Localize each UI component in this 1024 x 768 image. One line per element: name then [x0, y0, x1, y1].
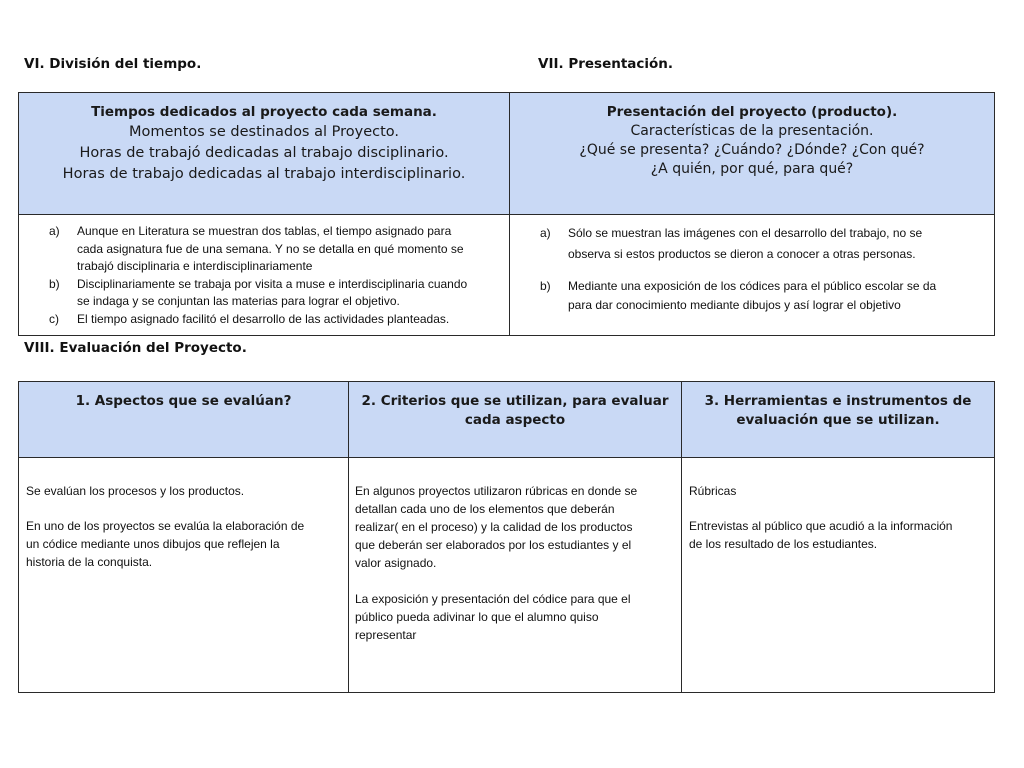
list-item [19, 311, 509, 329]
heading-evaluation: VIII. Evaluación del Proyecto. [24, 340, 247, 356]
list-item-line: Mediante una exposición de los códices para el público escolar se da [568, 279, 937, 293]
list-item [510, 277, 994, 315]
time-table-header [19, 93, 510, 215]
presentation-table-header [510, 93, 995, 215]
paragraph-line: En uno de los proyectos se evalúa la elaboración de [26, 519, 305, 533]
presentation-header-line: Características de la presentación. [630, 123, 874, 139]
evaluation-criteria-body [349, 458, 682, 693]
list-item-line: trabajó disciplinaria e interdisciplinariamente [77, 259, 313, 273]
paragraph-line: que deberán ser elaborados por los estudiantes y el [355, 538, 632, 552]
time-header-line: Horas de trabajó dedicadas al trabajo disciplinario. [79, 145, 449, 161]
list-marker: a) [540, 226, 551, 240]
list-item-line: se indaga y se conjuntan las materias para lograr el objetivo. [77, 294, 400, 308]
evaluation-paragraph [689, 482, 988, 500]
evaluation-header-aspects [19, 382, 349, 458]
list-item-line: Sólo se muestran las imágenes con el desarrollo del trabajo, no se [568, 226, 923, 240]
heading-time-division: VI. División del tiempo. [24, 56, 202, 72]
list-marker: b) [49, 276, 60, 291]
time-table-body [19, 215, 510, 336]
presentation-table-body [510, 215, 995, 336]
paragraph-line: representar [355, 628, 417, 642]
evaluation-header-line: 1. Aspectos que se evalúan? [75, 393, 292, 409]
time-items-list [19, 223, 509, 328]
paragraph-line: de los resultado de los estudiantes. [689, 537, 878, 551]
list-item-line: Aunque en Literatura se muestran dos tablas, el tiempo asignado para [77, 224, 452, 238]
paragraph-line: historia de la conquista. [26, 555, 153, 569]
list-marker: a) [49, 224, 60, 238]
evaluation-paragraph [26, 517, 342, 571]
evaluation-paragraph [355, 482, 675, 572]
list-item [19, 276, 509, 311]
list-item-line: observa si estos productos se dieron a conocer a otras personas. [568, 247, 916, 261]
time-header-line: Horas de trabajo dedicadas al trabajo interdisciplinario. [62, 166, 466, 182]
paragraph-line: valor asignado. [355, 556, 437, 570]
list-item [19, 223, 509, 276]
presentation-header-line: ¿A quién, por qué, para qué? [650, 161, 854, 177]
evaluation-aspects-body [19, 458, 349, 693]
evaluation-header-line: cada aspecto [464, 412, 566, 428]
paragraph-line: realizar( en el proceso) y la calidad de los productos [355, 520, 633, 534]
paragraph-line: En algunos proyectos utilizaron rúbricas en donde se [355, 484, 638, 498]
paragraph-line: detallan cada uno de los elementos que deberán [355, 502, 615, 516]
list-item-line: Disciplinariamente se trabaja por visita a muse e interdisciplinaria cuando [77, 276, 468, 291]
list-marker: b) [540, 279, 551, 293]
paragraph-line: Se evalúan los procesos y los productos. [26, 484, 245, 498]
evaluation-table [18, 381, 995, 693]
evaluation-tools-body [682, 458, 995, 693]
list-item-line: cada asignatura fue de una semana. Y no se detalla en qué momento se [77, 241, 464, 256]
list-item-line: El tiempo asignado facilitó el desarrollo de las actividades planteadas. [77, 311, 450, 326]
evaluation-paragraph [355, 590, 675, 644]
paragraph-line: un códice mediante unos dibujos que reflejen la [26, 537, 280, 551]
evaluation-header-tools [682, 382, 995, 458]
list-item [510, 223, 994, 265]
list-item-line: para dar conocimiento mediante dibujos y así lograr el objetivo [568, 298, 901, 312]
evaluation-header-criteria [349, 382, 682, 458]
evaluation-header-line: 2. Criterios que se utilizan, para evaluar [361, 393, 669, 409]
time-header-line: Momentos se destinados al Proyecto. [128, 124, 400, 140]
presentation-items-list [510, 223, 994, 315]
paragraph-line: Entrevistas al público que acudió a la información [689, 519, 953, 533]
paragraph-line: La exposición y presentación del códice para que el [355, 592, 631, 606]
evaluation-paragraph [26, 482, 342, 500]
evaluation-header-line: 3. Herramientas e instrumentos de [704, 393, 972, 409]
heading-presentation: VII. Presentación. [538, 56, 674, 72]
evaluation-paragraph [689, 517, 988, 553]
paragraph-line: público pueda adivinar lo que el alumno quiso [355, 610, 599, 624]
paragraph-line: Rúbricas [689, 484, 737, 498]
presentation-header-line: Presentación del proyecto (producto). [606, 104, 898, 120]
list-marker: c) [49, 311, 59, 326]
evaluation-header-line: evaluación que se utilizan. [736, 412, 940, 428]
presentation-header-line: ¿Qué se presenta? ¿Cuándo? ¿Dónde? ¿Con qué? [579, 142, 925, 158]
time-presentation-table [18, 92, 995, 336]
time-header-line: Tiempos dedicados al proyecto cada semana. [91, 104, 437, 120]
